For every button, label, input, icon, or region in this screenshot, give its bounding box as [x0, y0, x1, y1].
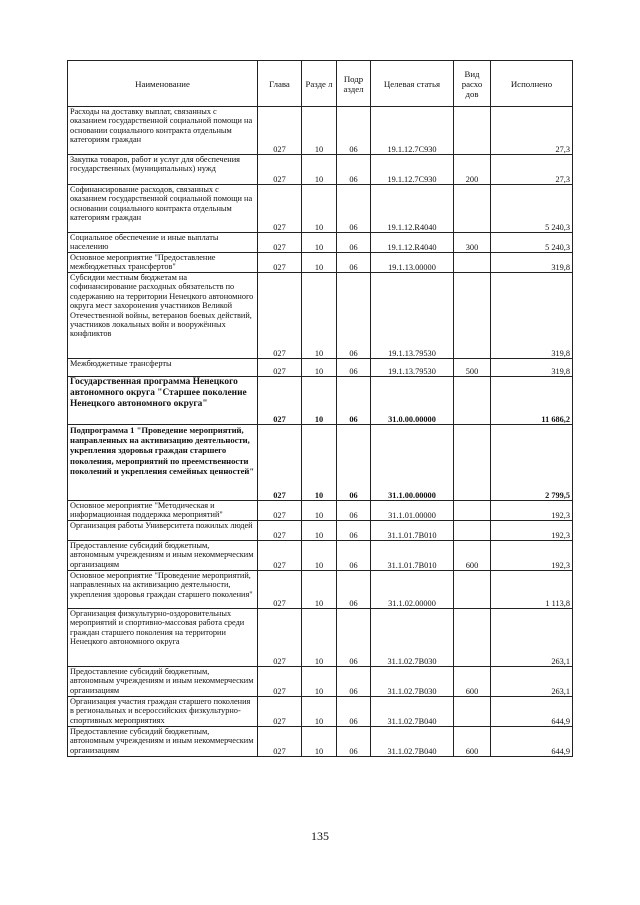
row-subsection: 06 [337, 107, 371, 155]
table-row [68, 155, 573, 185]
header-chapter: Глава [258, 61, 302, 107]
table-body [68, 107, 573, 757]
row-chapter: 027 [258, 521, 302, 541]
table-row [68, 697, 573, 727]
row-name: Предоставление субсидий бюджетным, автономным учреждениям и иным некоммерческим организациям [68, 727, 258, 757]
row-target: 19.1.12.R4040 [371, 185, 454, 233]
row-chapter: 027 [258, 107, 302, 155]
row-expense-type [454, 273, 491, 359]
header-executed: Исполнено [491, 61, 573, 107]
row-chapter: 027 [258, 571, 302, 609]
row-name: Предоставление субсидий бюджетным, автономным учреждениям и иным некоммерческим организациям [68, 541, 258, 571]
row-subsection: 06 [337, 155, 371, 185]
row-target: 31.1.00.00000 [371, 425, 454, 501]
row-name: Подпрограмма 1 "Проведение мероприятий, направленных на активизацию деятельности, укрепления здоровья граждан старшего поколения, мероприятий по преемственности поколений и укрепления семейных ценностей" [68, 425, 258, 501]
row-target: 31.1.02.7В040 [371, 697, 454, 727]
row-section: 10 [302, 273, 337, 359]
header-name: Наименование [68, 61, 258, 107]
row-expense-type [454, 697, 491, 727]
table-row [68, 377, 573, 425]
row-subsection: 06 [337, 541, 371, 571]
page-number: 135 [311, 829, 329, 843]
row-chapter: 027 [258, 501, 302, 521]
row-subsection: 06 [337, 667, 371, 697]
row-expense-type [454, 253, 491, 273]
row-expense-type: 500 [454, 359, 491, 377]
row-section: 10 [302, 667, 337, 697]
table-row [68, 609, 573, 667]
row-name: Организация участия граждан старшего поколения в региональных и всероссийских физкультурно-спортивных мероприятиях [68, 697, 258, 727]
row-expense-type [454, 609, 491, 667]
row-chapter: 027 [258, 425, 302, 501]
row-section: 10 [302, 571, 337, 609]
row-subsection: 06 [337, 521, 371, 541]
header-target: Целевая статья [371, 61, 454, 107]
row-subsection: 06 [337, 273, 371, 359]
row-name: Предоставление субсидий бюджетным, автономным учреждениям и иным некоммерческим организациям [68, 667, 258, 697]
row-subsection: 06 [337, 727, 371, 757]
row-expense-type [454, 425, 491, 501]
header-expense-type: Вид расхо дов [454, 61, 491, 107]
row-chapter: 027 [258, 253, 302, 273]
row-subsection: 06 [337, 697, 371, 727]
row-target: 31.1.01.7В010 [371, 541, 454, 571]
row-expense-type: 300 [454, 233, 491, 253]
budget-table [67, 60, 573, 757]
table-row [68, 571, 573, 609]
table-row [68, 107, 573, 155]
row-expense-type [454, 107, 491, 155]
row-chapter: 027 [258, 377, 302, 425]
row-expense-type [454, 377, 491, 425]
row-name: Закупка товаров, работ и услуг для обеспечения государственных (муниципальных) нужд [68, 155, 258, 185]
row-expense-type: 600 [454, 727, 491, 757]
row-section: 10 [302, 541, 337, 571]
row-section: 10 [302, 727, 337, 757]
row-name: Основное мероприятие "Методическая и информационная поддержка мероприятий" [68, 501, 258, 521]
row-section: 10 [302, 501, 337, 521]
row-name: Софинансирование расходов, связанных с оказанием государственной социальной помощи на основании социального контракта отдельным категориям граждан [68, 185, 258, 233]
row-target: 31.1.02.00000 [371, 571, 454, 609]
table-row [68, 541, 573, 571]
row-chapter: 027 [258, 233, 302, 253]
row-section: 10 [302, 377, 337, 425]
row-chapter: 027 [258, 697, 302, 727]
table-row [68, 727, 573, 757]
row-section: 10 [302, 425, 337, 501]
row-section: 10 [302, 233, 337, 253]
row-section: 10 [302, 521, 337, 541]
table-row [68, 521, 573, 541]
table-row [68, 233, 573, 253]
row-executed: 319,8 [491, 253, 573, 273]
row-target: 19.1.13.00000 [371, 253, 454, 273]
row-executed: 192,3 [491, 521, 573, 541]
row-section: 10 [302, 253, 337, 273]
row-section: 10 [302, 697, 337, 727]
table-row [68, 253, 573, 273]
row-chapter: 027 [258, 359, 302, 377]
row-target: 19.1.12.R4040 [371, 233, 454, 253]
row-target: 19.1.13.79530 [371, 359, 454, 377]
row-section: 10 [302, 609, 337, 667]
row-executed: 319,8 [491, 273, 573, 359]
row-expense-type [454, 571, 491, 609]
row-executed: 2 799,5 [491, 425, 573, 501]
row-section: 10 [302, 185, 337, 233]
row-expense-type: 600 [454, 667, 491, 697]
row-executed: 192,3 [491, 541, 573, 571]
row-name: Межбюджетные трансферты [68, 359, 258, 377]
row-chapter: 027 [258, 273, 302, 359]
row-name: Основное мероприятие "Проведение мероприятий, направленных на активизацию деятельности, укрепления здоровья граждан старшего поколения" [68, 571, 258, 609]
row-name: Государственная программа Ненецкого автономного округа "Старшее поколение Ненецкого автономного округа" [68, 377, 258, 425]
row-name: Расходы на доставку выплат, связанных с оказанием государственной социальной помощи на основании социального контракта отдельным категориям граждан [68, 107, 258, 155]
row-chapter: 027 [258, 609, 302, 667]
row-subsection: 06 [337, 571, 371, 609]
row-executed: 644,9 [491, 697, 573, 727]
row-subsection: 06 [337, 185, 371, 233]
row-executed: 644,9 [491, 727, 573, 757]
header-subsection: Подр аздел [337, 61, 371, 107]
row-name: Субсидии местным бюджетам на софинансирование расходных обязательств по содержанию на территории Ненецкого автономного округа мест захоронения участников Великой Отечественной войны, ветеранов боевых действий, участников локальных войн и вооружённых конфликтов [68, 273, 258, 359]
row-expense-type [454, 185, 491, 233]
row-executed: 263,1 [491, 609, 573, 667]
row-subsection: 06 [337, 377, 371, 425]
row-expense-type: 200 [454, 155, 491, 185]
row-executed: 319,8 [491, 359, 573, 377]
row-name: Социальное обеспечение и иные выплаты населению [68, 233, 258, 253]
row-subsection: 06 [337, 609, 371, 667]
row-section: 10 [302, 155, 337, 185]
row-target: 31.0.00.00000 [371, 377, 454, 425]
table-row [68, 425, 573, 501]
row-target: 31.1.02.7В030 [371, 609, 454, 667]
row-chapter: 027 [258, 541, 302, 571]
row-subsection: 06 [337, 425, 371, 501]
row-executed: 5 240,3 [491, 185, 573, 233]
table-row [68, 667, 573, 697]
row-subsection: 06 [337, 233, 371, 253]
row-section: 10 [302, 107, 337, 155]
row-expense-type: 600 [454, 541, 491, 571]
row-executed: 192,3 [491, 501, 573, 521]
row-chapter: 027 [258, 667, 302, 697]
row-executed: 263,1 [491, 667, 573, 697]
row-subsection: 06 [337, 359, 371, 377]
row-target: 19.1.12.7С930 [371, 155, 454, 185]
row-section: 10 [302, 359, 337, 377]
row-chapter: 027 [258, 727, 302, 757]
row-target: 19.1.13.79530 [371, 273, 454, 359]
row-subsection: 06 [337, 501, 371, 521]
row-executed: 27,3 [491, 107, 573, 155]
row-name: Организация физкультурно-оздоровительных мероприятий и спортивно-массовая работа среди граждан старшего поколения на территории Ненецкого автономного округа [68, 609, 258, 667]
row-target: 31.1.02.7В030 [371, 667, 454, 697]
table-row [68, 185, 573, 233]
header-section: Разде л [302, 61, 337, 107]
row-target: 31.1.01.00000 [371, 501, 454, 521]
row-executed: 5 240,3 [491, 233, 573, 253]
row-target: 19.1.12.7С930 [371, 107, 454, 155]
row-executed: 1 113,8 [491, 571, 573, 609]
row-target: 31.1.02.7В040 [371, 727, 454, 757]
table-header-row [68, 61, 573, 107]
row-subsection: 06 [337, 253, 371, 273]
row-name: Организация работы Университета пожилых людей [68, 521, 258, 541]
table-row [68, 359, 573, 377]
row-chapter: 027 [258, 155, 302, 185]
row-target: 31.1.01.7В010 [371, 521, 454, 541]
row-executed: 11 686,2 [491, 377, 573, 425]
table-row [68, 273, 573, 359]
row-chapter: 027 [258, 185, 302, 233]
row-expense-type [454, 501, 491, 521]
row-expense-type [454, 521, 491, 541]
row-name: Основное мероприятие "Предоставление межбюджетных трансфертов" [68, 253, 258, 273]
table-row [68, 501, 573, 521]
row-executed: 27,3 [491, 155, 573, 185]
